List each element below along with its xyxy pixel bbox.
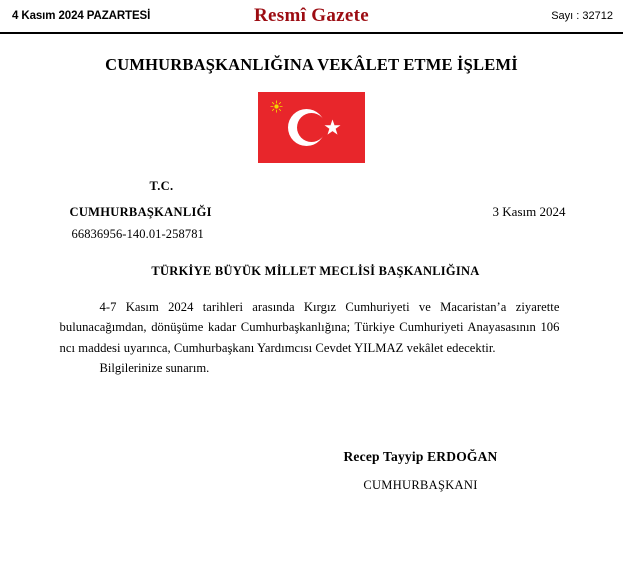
- letter-reference-number: 66836956-140.01-258781: [71, 227, 204, 241]
- letter-body: [32, 179, 592, 493]
- letter-date: 3 Kasım 2024: [492, 204, 566, 219]
- page-title: CUMHURBAŞKANLIĞINA VEKÂLET ETME İŞLEMİ: [105, 55, 518, 74]
- signature-name: Recep Tayyip ERDOĞAN: [343, 448, 498, 464]
- letterhead-row: [32, 204, 592, 220]
- letterhead-tc: T.C.: [149, 179, 174, 193]
- crescent-inner-disc: [297, 113, 326, 142]
- letter-addressee: TÜRKİYE BÜYÜK MİLLET MECLİSİ BAŞKANLIĞINA: [151, 264, 480, 278]
- signature-block: [32, 449, 592, 493]
- flag-container: [0, 92, 623, 163]
- masthead: [0, 0, 623, 34]
- masthead-date: 4 Kasım 2024 PAZARTESİ: [12, 10, 151, 22]
- letterhead-organization: CUMHURBAŞKANLIĞI: [69, 205, 212, 219]
- letter-paragraph-2: Bilgilerinize sunarım.: [99, 361, 210, 376]
- masthead-issue-number: Sayı : 32712: [551, 10, 613, 22]
- letter-paragraph-1: 4-7 Kasım 2024 tarihleri arasında Kırgız Cumhuriyeti ve Macaristan’a ziyarette bulunacağımdan, dönüşüme kadar Cumhurbaşkanlığına; Türkiye Cumhuriyeti Anayasasının 106 ncı maddesi uyarınca, Cumhurbaşkanı Yardımcısı Cevdet YILMAZ vekâlet edecektir.: [59, 300, 560, 355]
- turkish-flag-icon: [258, 92, 365, 163]
- sun-emblem-icon: [270, 100, 283, 113]
- signature-title: CUMHURBAŞKANI: [363, 477, 478, 492]
- masthead-title: Resmî Gazete: [254, 5, 369, 26]
- star-icon: [324, 119, 341, 136]
